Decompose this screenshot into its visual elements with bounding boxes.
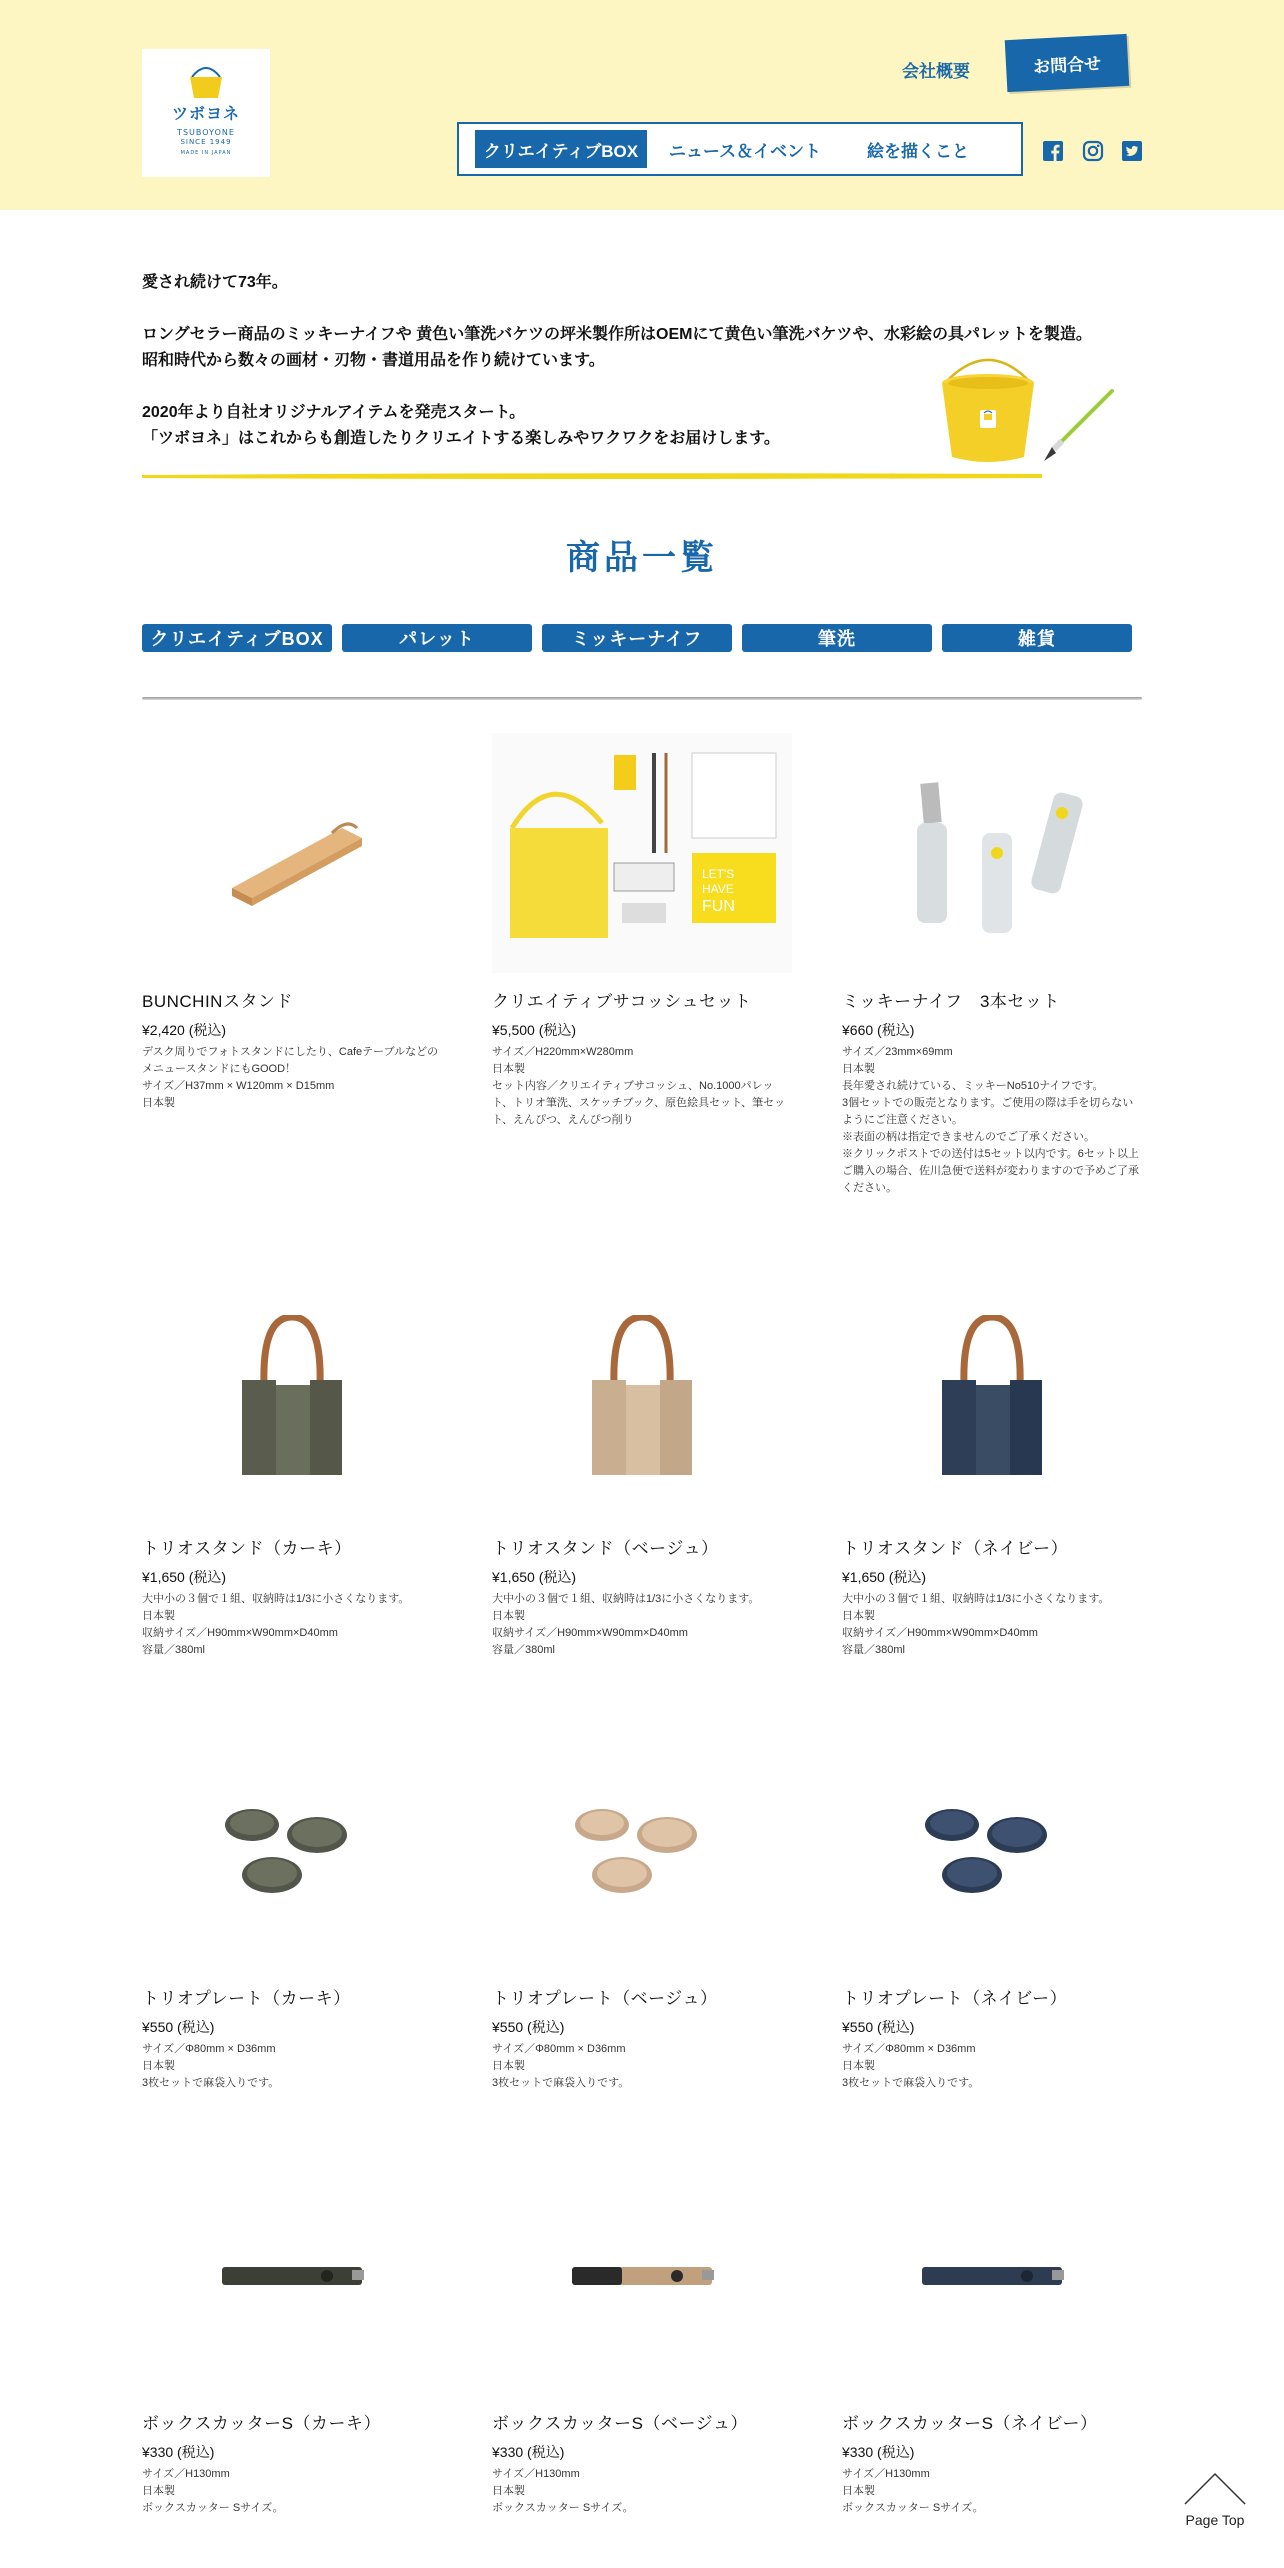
category-creative-box[interactable]: クリエイティブBOX (142, 624, 332, 652)
product-name: トリオスタンド（ネイビー） (842, 1539, 1069, 1558)
category-mickey-knife[interactable]: ミッキーナイフ (542, 624, 732, 652)
intro-line-5: 「ツボヨネ」はこれからも創造したりクリエイトする楽しみやワクワクをお届けします。 (142, 430, 780, 447)
product-desc: 大中小の３個で１組、収納時は1/3に小さくなります。 日本製 収納サイズ／H90mm×W90mm×D40mm 容量／380ml (142, 1593, 410, 1656)
product-name: トリオスタンド（カーキ） (142, 1539, 352, 1558)
product-image[interactable] (142, 1280, 442, 1520)
product-card[interactable] (492, 1730, 792, 2092)
product-desc: サイズ／Φ80mm × D36mm 日本製 3枚セットで麻袋入りです。 (842, 2043, 980, 2089)
chevron-up-icon (1183, 2470, 1247, 2506)
sacoche-set-image (492, 733, 792, 973)
intro-line-1: 愛され続けて73年。 (142, 274, 288, 291)
product-card[interactable] (842, 1730, 1142, 2092)
intro-line-4: 2020年より自社オリジナルアイテムを発売スタート。 (142, 404, 526, 421)
product-name: ボックスカッターS（カーキ） (142, 2414, 381, 2433)
product-price: ¥550 (税込) (492, 2019, 565, 2035)
trio-stand-navy-image (922, 1315, 1062, 1485)
category-brush-washer[interactable]: 筆洗 (742, 624, 932, 652)
product-desc: サイズ／Φ80mm × D36mm 日本製 3枚セットで麻袋入りです。 (142, 2043, 280, 2089)
box-cutter-khaki-image (192, 2245, 392, 2305)
box-cutter-navy-image (892, 2245, 1092, 2305)
intro-line-2: ロングセラー商品のミッキーナイフや 黄色い筆洗バケツの坪米製作所はOEMにて黄色い筆洗バケツや、水彩絵の具パレットを製造。 (142, 326, 1092, 343)
product-image[interactable] (142, 1730, 442, 1970)
product-image[interactable] (492, 733, 792, 973)
divider (142, 697, 1142, 700)
product-image[interactable] (842, 1280, 1142, 1520)
product-name: トリオスタンド（ベージュ） (492, 1539, 719, 1558)
category-filter (142, 624, 1132, 652)
intro-line-3: 昭和時代から数々の画材・刃物・書道用品を作り続けています。 (142, 352, 605, 369)
product-image[interactable] (492, 1280, 792, 1520)
trio-plate-khaki-image (212, 1790, 372, 1910)
twitter-icon[interactable] (1121, 140, 1143, 162)
svg-text:LET'S: LET'S (702, 867, 735, 881)
box-cutter-beige-image (542, 2245, 742, 2305)
product-desc: サイズ／H130mm 日本製 ボックスカッター Sサイズ。 (142, 2468, 284, 2514)
product-image[interactable] (842, 733, 1142, 973)
site-header (0, 0, 1284, 210)
svg-text:HAVE: HAVE (702, 882, 734, 896)
product-image[interactable] (492, 2155, 792, 2395)
yellow-bucket-illustration (938, 355, 1038, 465)
product-card[interactable] (142, 1280, 442, 1659)
product-name: ミッキーナイフ 3本セット (842, 992, 1060, 1011)
product-image[interactable] (142, 733, 442, 973)
product-desc: 大中小の３個で１組、収納時は1/3に小さくなります。 日本製 収納サイズ／H90mm×W90mm×D40mm 容量／380ml (492, 1593, 760, 1656)
category-palette[interactable]: パレット (342, 624, 532, 652)
logo-en-text: TSUBOYONE (177, 128, 235, 137)
product-image[interactable] (842, 2155, 1142, 2395)
nav-item-drawing[interactable]: 絵を描くこと (867, 141, 969, 161)
page-top-button[interactable] (1180, 2470, 1250, 2540)
product-name: ボックスカッターS（ベージュ） (492, 2414, 748, 2433)
product-desc: サイズ／23mm×69mm 日本製 長年愛され続けている、ミッキーNo510ナイフです。 3個セットでの販売となります。ご使用の際は手を切らない ようにご注意ください。 ※表面の柄は指定できませんのでご了承ください。 ※クリックポストでの送付は5セット以内です。6セット以上 ご購入の場合、佐川急便で送料が変わりますので予めご了承 ください。 (842, 1046, 1139, 1194)
product-card[interactable] (842, 1280, 1142, 1659)
site-logo[interactable] (142, 49, 270, 177)
product-card[interactable] (492, 2155, 792, 2517)
product-card[interactable] (142, 733, 442, 1112)
trio-plate-navy-image (912, 1790, 1072, 1910)
nav-item-news-events[interactable]: ニュース＆イベント (668, 141, 822, 161)
company-link[interactable]: 会社概要 (902, 62, 970, 81)
mickey-knife-image (872, 753, 1112, 953)
product-card[interactable] (142, 2155, 442, 2517)
product-price: ¥1,650 (税込) (492, 1569, 577, 1585)
section-title-products: 商品一覧 (566, 539, 718, 577)
product-price: ¥550 (税込) (142, 2019, 215, 2035)
product-price: ¥330 (税込) (142, 2444, 215, 2460)
logo-jp-text: ツボヨネ (171, 104, 240, 123)
logo-made-text: MADE IN JAPAN (180, 150, 232, 156)
product-name: トリオプレート（ネイビー） (842, 1989, 1068, 2008)
product-image[interactable] (842, 1730, 1142, 1970)
instagram-icon[interactable] (1082, 140, 1104, 162)
logo-since-text: SINCE 1949 (180, 138, 232, 146)
product-price: ¥2,420 (税込) (142, 1022, 227, 1038)
product-card[interactable] (842, 733, 1142, 1197)
product-name: トリオプレート（ベージュ） (492, 1989, 718, 2008)
nav-item-creative-box[interactable]: クリエイティブBOX (475, 130, 647, 168)
main-nav (457, 122, 1023, 176)
paint-brush-illustration (1040, 385, 1120, 465)
page-top-label: Page Top (1185, 2512, 1245, 2528)
trio-stand-beige-image (572, 1315, 712, 1485)
product-desc: デスク周りでフォトスタンドにしたり、Cafeテーブルなどの メニュースタンドにもGOOD！ サイズ／H37mm × W120mm × D15mm 日本製 (142, 1046, 439, 1109)
product-price: ¥1,650 (税込) (142, 1569, 227, 1585)
product-price: ¥5,500 (税込) (492, 1022, 577, 1038)
product-image[interactable] (492, 1730, 792, 1970)
product-desc: サイズ／H220mm×W280mm 日本製 セット内容／クリエイティブサコッシュ、No.1000パレッ ト、トリオ筆洗、スケッチブック、原色絵具セット、筆セッ ト、えんぴつ、えんぴつ削り (492, 1046, 786, 1126)
bunchin-stand-image (192, 778, 392, 928)
product-card[interactable] (492, 733, 792, 1129)
product-card[interactable] (842, 2155, 1142, 2517)
bucket-logo-icon (186, 65, 226, 99)
product-price: ¥1,650 (税込) (842, 1569, 927, 1585)
product-desc: 大中小の３個で１組、収納時は1/3に小さくなります。 日本製 収納サイズ／H90mm×W90mm×D40mm 容量／380ml (842, 1593, 1110, 1656)
yellow-brush-stroke (142, 472, 1042, 480)
trio-plate-beige-image (562, 1790, 722, 1910)
facebook-icon[interactable] (1042, 140, 1064, 162)
product-desc: サイズ／H130mm 日本製 ボックスカッター Sサイズ。 (842, 2468, 984, 2514)
trio-stand-khaki-image (222, 1315, 362, 1485)
contact-button[interactable]: お問合せ (1005, 34, 1130, 92)
category-goods[interactable]: 雑貨 (942, 624, 1132, 652)
product-image[interactable] (142, 2155, 442, 2395)
product-name: クリエイティブサコッシュセット (492, 992, 752, 1011)
product-desc: サイズ／Φ80mm × D36mm 日本製 3枚セットで麻袋入りです。 (492, 2043, 630, 2089)
product-card[interactable] (142, 1730, 442, 2092)
product-name: ボックスカッターS（ネイビー） (842, 2414, 1098, 2433)
product-price: ¥330 (税込) (842, 2444, 915, 2460)
product-price: ¥330 (税込) (492, 2444, 565, 2460)
product-price: ¥660 (税込) (842, 1022, 915, 1038)
product-price: ¥550 (税込) (842, 2019, 915, 2035)
product-card[interactable] (492, 1280, 792, 1659)
product-desc: サイズ／H130mm 日本製 ボックスカッター Sサイズ。 (492, 2468, 634, 2514)
product-name: トリオプレート（カーキ） (142, 1989, 351, 2008)
product-name: BUNCHINスタンド (142, 992, 293, 1011)
svg-text:FUN: FUN (702, 898, 735, 915)
